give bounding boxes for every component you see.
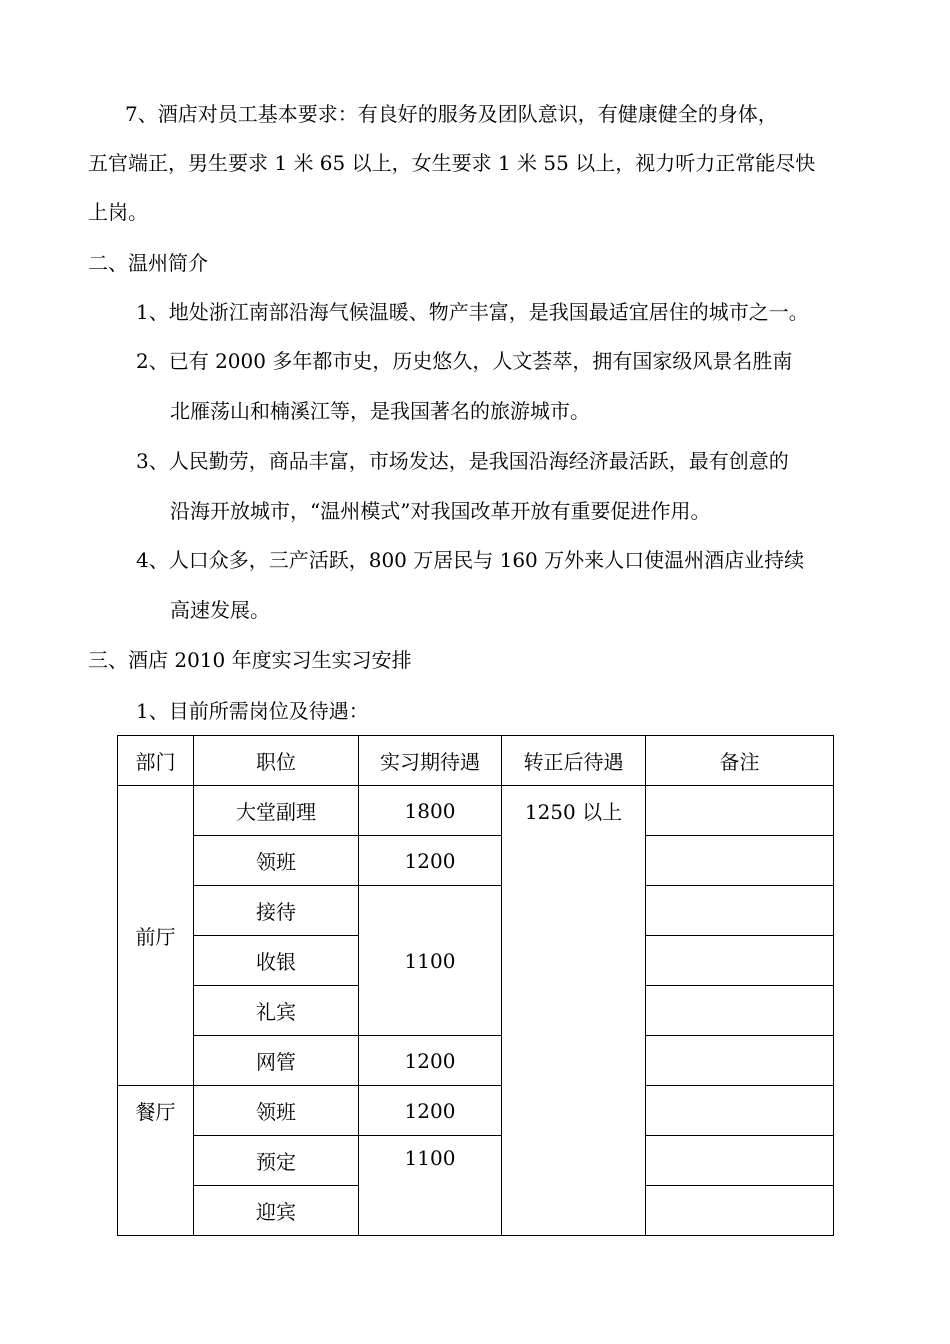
intern-pay-cell: 1200 [359,1036,502,1086]
position-cell: 网管 [194,1036,359,1086]
department-cell: 前厅 [118,786,194,1086]
regular-pay-cell: 1250 以上 [502,786,646,1236]
table-row [118,836,834,886]
position-cell: 大堂副理 [194,786,359,836]
department-cell: 餐厅 [118,1086,194,1236]
paragraph-line: 五官端正，男生要求 1 米 65 以上，女生要求 1 米 55 以上，视力听力正常能尽快 [88,151,816,175]
intern-pay-cell: 1200 [359,836,502,886]
list-item: 2、已有 2000 多年都市史，历史悠久，人文荟萃，拥有国家级风景名胜南 [136,349,793,373]
table-row [118,786,834,836]
position-cell: 迎宾 [194,1186,359,1236]
intern-pay-cell: 1800 [359,786,502,836]
notes-cell [646,1086,834,1136]
intern-pay-cell: 1100 [359,886,502,1036]
header-notes: 备注 [646,736,834,786]
section-heading: 二、温州简介 [88,251,208,275]
intern-pay-cell: 1200 [359,1086,502,1136]
header-department: 部门 [118,736,194,786]
position-cell: 礼宾 [194,986,359,1036]
notes-cell [646,1186,834,1236]
paragraph-line: 上岗。 [88,200,148,224]
section-heading: 三、酒店 2010 年度实习生实习安排 [88,648,412,672]
list-item: 3、人民勤劳，商品丰富，市场发达，是我国沿海经济最活跃，最有创意的 [136,449,789,473]
list-item: 1、地处浙江南部沿海气候温暖、物产丰富，是我国最适宜居住的城市之一。 [136,300,809,324]
list-item: 4、人口众多，三产活跃，800 万居民与 160 万外来人口使温州酒店业持续 [136,548,805,572]
list-item-continuation: 沿海开放城市，“温州模式”对我国改革开放有重要促进作用。 [170,499,711,523]
notes-cell [646,886,834,936]
table-row [118,886,834,936]
notes-cell [646,986,834,1036]
notes-cell [646,936,834,986]
positions-table [117,735,834,1236]
position-cell: 领班 [194,1086,359,1136]
list-item-continuation: 高速发展。 [170,598,270,622]
notes-cell [646,836,834,886]
intern-pay-cell: 1100 [359,1136,502,1236]
position-cell: 领班 [194,836,359,886]
position-cell: 收银 [194,936,359,986]
table-row [118,1036,834,1086]
notes-cell [646,786,834,836]
header-intern-pay: 实习期待遇 [359,736,502,786]
table-header-row [118,736,834,786]
notes-cell [646,1136,834,1186]
paragraph-line: 7、酒店对员工基本要求：有良好的服务及团队意识，有健康健全的身体， [125,102,778,126]
position-cell: 预定 [194,1136,359,1186]
list-item: 1、目前所需岗位及待遇： [136,699,369,723]
table-row [118,1086,834,1136]
header-regular-pay: 转正后待遇 [502,736,646,786]
header-position: 职位 [194,736,359,786]
notes-cell [646,1036,834,1086]
table-row [118,1136,834,1186]
list-item-continuation: 北雁荡山和楠溪江等，是我国著名的旅游城市。 [170,399,590,423]
position-cell: 接待 [194,886,359,936]
